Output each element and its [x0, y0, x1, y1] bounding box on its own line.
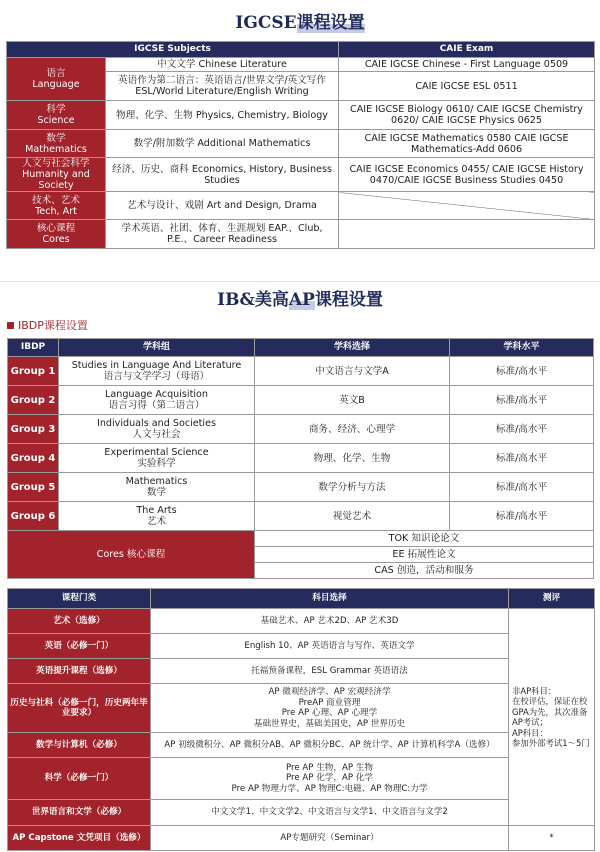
exam-cell: CAIE IGCSE Chinese - First Language 0509 [339, 58, 595, 72]
subject-choice-header: 学科选择 [255, 339, 450, 357]
group-level: 标准/高水平 [450, 357, 594, 386]
group-subject: Studies in Language And Literature 语言与文学学习（母语） [59, 357, 255, 386]
exam-cell: CAIE IGCSE ESL 0511 [339, 72, 595, 101]
group-label: Group 5 [8, 473, 59, 502]
ibdp-subtitle: IBDP课程设置 [7, 317, 88, 333]
assessment-header: 测评 [509, 589, 595, 609]
category-tech-art: 技术、艺术 Tech, Art [7, 192, 106, 220]
igcse-subjects-header: IGCSE Subjects [7, 42, 339, 58]
section-divider [0, 281, 600, 282]
group-level: 标准/高水平 [450, 473, 594, 502]
subject-cell: 物理、化学、生物 Physics, Chemistry, Biology [106, 101, 339, 130]
group-label: Group 4 [8, 444, 59, 473]
group-label: Group 3 [8, 415, 59, 444]
group-subject: Individuals and Societies 人文与社会 [59, 415, 255, 444]
core-item: EE 拓展性论文 [255, 547, 594, 563]
ap-subjects: English 10、AP 英语语言与写作、英语文学 [151, 634, 509, 659]
igcse-table [6, 41, 595, 249]
subject-cell: 数学/附加数学 Additional Mathematics [106, 130, 339, 158]
group-choice: 物理、化学、生物 [255, 444, 450, 473]
exam-cell: CAIE IGCSE Biology 0610/ CAIE IGCSE Chemistry 0620/ CAIE IGCSE Physics 0625 [339, 101, 595, 130]
ap-subjects: AP专题研究（Seminar） [151, 826, 509, 851]
core-item: CAS 创造，活动和服务 [255, 563, 594, 579]
subject-cell: 经济、历史、商科 Economics, History, Business Studies [106, 158, 339, 192]
group-subject: The Arts 艺术 [59, 502, 255, 531]
ap-subjects: AP 初级微积分、AP 微积分AB、AP 微积分BC、AP 统计学、AP 计算机科学A（选修） [151, 733, 509, 758]
subject-level-header: 学科水平 [450, 339, 594, 357]
group-level: 标准/高水平 [450, 502, 594, 531]
group-choice: 商务、经济、心理学 [255, 415, 450, 444]
group-level: 标准/高水平 [450, 444, 594, 473]
ap-subjects: Pre AP 生物，AP 生物 Pre AP 化学，AP 化学 Pre AP 物理力学、AP 物理C:电磁、AP 物理C:力学 [151, 758, 509, 800]
ap-table [7, 588, 595, 851]
category-mathematics: 数学 Mathematics [7, 130, 106, 158]
group-choice: 中文语言与文学A [255, 357, 450, 386]
group-choice: 视觉艺术 [255, 502, 450, 531]
category-science: 科学 Science [7, 101, 106, 130]
category-humanity: 人文与社会科学 Humanity and Society [7, 158, 106, 192]
exam-cell: CAIE IGCSE Economics 0455/ CAIE IGCSE History 0470/CAIE IGCSE Business Studies 0450 [339, 158, 595, 192]
ap-category: AP Capstone 文凭项目（选修） [8, 826, 151, 851]
ap-subjects: 中文文学1、中文文学2、中文语言与文学1、中文语言与文学2 [151, 800, 509, 826]
ap-category: 英语（必修一门） [8, 634, 151, 659]
core-item: TOK 知识论论文 [255, 531, 594, 547]
group-choice: 英文B [255, 386, 450, 415]
assessment-mark: * [509, 826, 595, 851]
category-language: 语言 Language [7, 58, 106, 101]
igcse-title: IGCSE课程设置 [235, 13, 365, 33]
group-subject: Mathematics 数学 [59, 473, 255, 502]
course-category-header: 课程门类 [8, 589, 151, 609]
ap-category: 艺术（选修） [8, 609, 151, 634]
group-choice: 数学分析与方法 [255, 473, 450, 502]
group-label: Group 2 [8, 386, 59, 415]
ibdp-table [7, 338, 594, 579]
group-subject: Language Acquisition 语言习得（第二语言） [59, 386, 255, 415]
ap-category: 历史与社科（必修一门，历史两年毕业要求） [8, 684, 151, 733]
subject-cell: 艺术与设计、戏剧 Art and Design, Drama [106, 192, 339, 220]
ap-category: 数学与计算机（必修） [8, 733, 151, 758]
cores-label: Cores 核心课程 [8, 531, 255, 579]
exam-cell-empty [339, 192, 595, 220]
assessment-note: 非AP科目： 在校评估，保证在校 GPA为先，其次准备 AP考试； AP科目： 参加外部考试1～5门 [509, 609, 595, 826]
ap-subjects: AP 微观经济学、AP 宏观经济学 PreAP 商业管理 Pre AP 心理、AP 心理学 基础世界史，基础美国史，AP 世界历史 [151, 684, 509, 733]
group-label: Group 6 [8, 502, 59, 531]
caie-exam-header: CAIE Exam [339, 42, 595, 58]
group-level: 标准/高水平 [450, 386, 594, 415]
square-bullet-icon [7, 322, 14, 329]
ap-category: 世界语言和文学（必修） [8, 800, 151, 826]
group-level: 标准/高水平 [450, 415, 594, 444]
ap-subjects: 托福预备课程，ESL Grammar 英语语法 [151, 659, 509, 684]
subject-cell: 英语作为第二语言：英语语言/世界文学/英文写作 ESL/World Literature/English Writing [106, 72, 339, 101]
ib-ap-title: IB&美高AP课程设置 [217, 290, 383, 310]
ap-subjects: 基础艺术、AP 艺术2D、AP 艺术3D [151, 609, 509, 634]
subject-cell: 学术英语、社团、体育、生涯规划 EAP.、Club, P.E.、Career Readiness [106, 220, 339, 249]
ap-category: 科学（必修一门） [8, 758, 151, 800]
subject-cell: 中文文学 Chinese Literature [106, 58, 339, 72]
exam-cell: CAIE IGCSE Mathematics 0580 CAIE IGCSE Mathematics-Add 0606 [339, 130, 595, 158]
ibdp-header: IBDP [8, 339, 59, 357]
subject-selection-header: 科目选择 [151, 589, 509, 609]
ap-category: 英语提升课程（选修） [8, 659, 151, 684]
category-cores: 核心课程 Cores [7, 220, 106, 249]
group-label: Group 1 [8, 357, 59, 386]
exam-cell-empty [339, 220, 595, 249]
subject-group-header: 学科组 [59, 339, 255, 357]
group-subject: Experimental Science 实验科学 [59, 444, 255, 473]
